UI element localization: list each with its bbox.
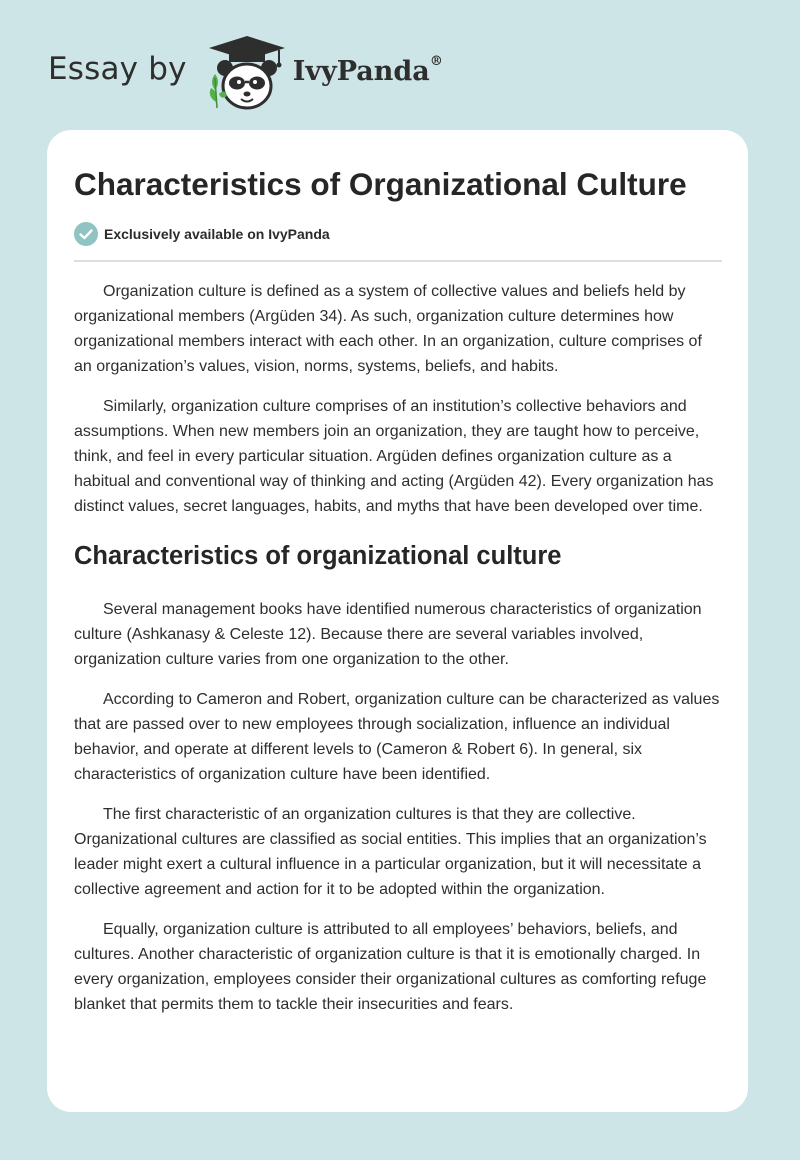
check-circle-icon [74,222,98,246]
paragraph: The first characteristic of an organization cultures is that they are collective. Organizational cultures are classified as social entities. This implies that an organization’s leader might exert a cultural influence in a particular organization, but it will necessitate a collective agreement and action for it to be adopted within the organization. [74,806,707,898]
paragraph: Several management books have identified numerous characteristics of organization culture (Ashkanasy & Celeste 12). Because there are several variables involved, organization culture varies from one organization to the other. [74,601,702,668]
essay-by-label: Essay by [48,51,187,87]
brand-text: IvyPanda [292,55,430,87]
site-header [48,30,443,114]
title-divider [74,260,722,262]
exclusive-badge [74,222,330,246]
paragraph: Equally, organization culture is attributed to all employees’ behaviors, beliefs, and cultures. Another characteristic of organization culture is that it is emotionally charged. In every organization, employees consider their organizational cultures as comforting refuge blanket that permits them to tackle their insecurities and fears. [74,921,707,1013]
paragraph: Organization culture is defined as a system of collective values and beliefs held by organizational members (Argüden 34). As such, organization culture determines how organizational members interact with each other. In an organization, culture comprises of an organization’s values, vision, norms, systems, beliefs, and habits. [74,283,702,375]
article-title: Characteristics of Organizational Culture [74,166,687,202]
article-body [74,279,724,1032]
panda-logo-icon [205,30,289,114]
brand-name [292,53,443,87]
paragraph: According to Cameron and Robert, organization culture can be characterized as values that are passed over to new employees through socialization, influence an individual behavior, and operate at different levels to (Cameron & Robert 6). In general, six characteristics of organization culture have been identified. [74,691,720,783]
exclusive-label: Exclusively available on IvyPanda [104,226,330,242]
article-card [47,130,748,1112]
registered-mark: ® [429,53,443,69]
section-heading: Characteristics of organizational culture [74,542,562,570]
paragraph: Similarly, organization culture comprises of an institution’s collective behaviors and assumptions. When new members join an organization, they are taught how to perceive, think, and feel in every particular situation. Argüden defines organization culture as a habitual and conventional way of thinking and acting (Argüden 42). Every organization has distinct values, secret languages, habits, and myths that have been developed over time. [74,398,714,515]
